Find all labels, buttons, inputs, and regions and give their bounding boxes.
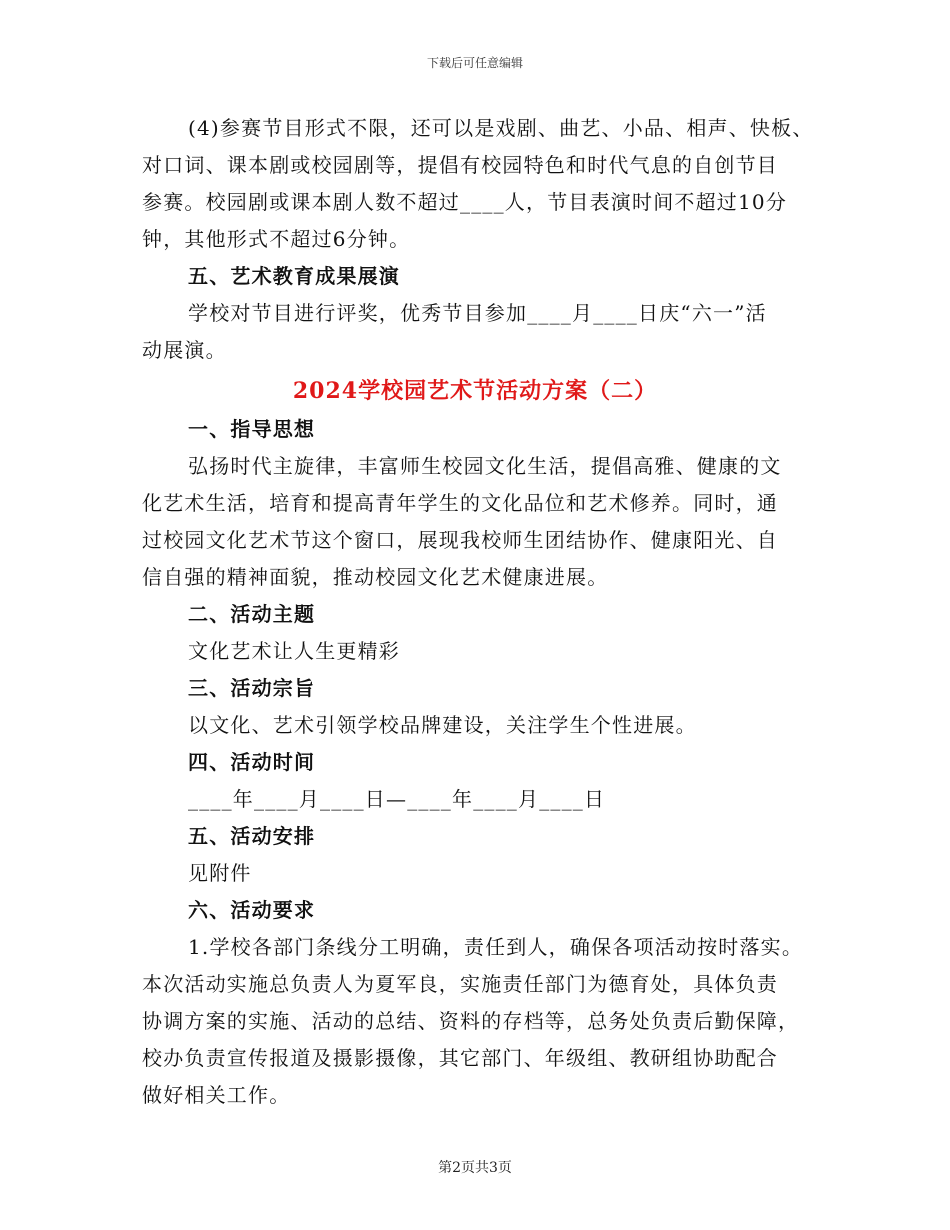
paragraph-line: 弘扬时代主旋律，丰富师生校园文化生活，提倡高雅、健康的文 (188, 454, 782, 478)
page-header-note: 下载后可任意编辑 (426, 56, 523, 70)
section-heading: 一、指导思想 (188, 417, 316, 441)
paragraph-line: 信自强的精神面貌，推动校园文化艺术健康进展。 (142, 565, 609, 589)
paragraph-line: 协调方案的实施、活动的总结、资料的存档等，总务处负责后勤保障， (142, 1009, 800, 1033)
paragraph-line: 参赛。校园剧或课本剧人数不超过____人，节目表演时间不超过10分 (142, 190, 788, 214)
document-title: 2024学校园艺术节活动方案（二） (292, 378, 658, 404)
section-heading: 六、活动要求 (188, 898, 316, 922)
paragraph-line: 钟，其他形式不超过6分钟。 (142, 227, 411, 251)
section-heading: 二、活动主题 (188, 602, 316, 626)
paragraph-line: 过校园文化艺术节这个窗口，展现我校师生团结协作、健康阳光、自 (142, 528, 778, 552)
section-heading: 三、活动宗旨 (188, 676, 316, 700)
section-heading: 五、活动安排 (188, 824, 316, 848)
section-heading: 五、艺术教育成果展演 (188, 264, 400, 288)
paragraph-line: 校办负责宣传报道及摄影摄像，其它部门、年级组、教研组协助配合 (142, 1046, 778, 1070)
paragraph-line: 学校对节目进行评奖，优秀节目参加____月____日庆“六一”活 (188, 301, 767, 325)
paragraph-line: (4)参赛节目形式不限，还可以是戏剧、曲艺、小品、相声、快板、 (188, 116, 814, 140)
date-range-line: ____年____月____日—____年____月____日 (188, 787, 606, 811)
paragraph-line: 文化艺术让人生更精彩 (188, 639, 400, 663)
paragraph-line: 以文化、艺术引领学校品牌建设，关注学生个性进展。 (188, 713, 697, 737)
paragraph-line: 本次活动实施总负责人为夏军良，实施责任部门为德育处，具体负责 (142, 972, 778, 996)
paragraph-line: 化艺术生活，培育和提高青年学生的文化品位和艺术修养。同时，通 (142, 491, 778, 515)
page-number: 第2页共3页 (438, 1160, 512, 1176)
paragraph-line: 见附件 (188, 861, 252, 885)
paragraph-line: 做好相关工作。 (142, 1083, 291, 1107)
section-heading: 四、活动时间 (188, 750, 316, 774)
paragraph-line: 动展演。 (142, 338, 227, 362)
paragraph-line: 1.学校各部门条线分工明确，责任到人，确保各项活动按时落实。 (188, 935, 804, 959)
paragraph-line: 对口词、课本剧或校园剧等，提倡有校园特色和时代气息的自创节目 (142, 153, 778, 177)
